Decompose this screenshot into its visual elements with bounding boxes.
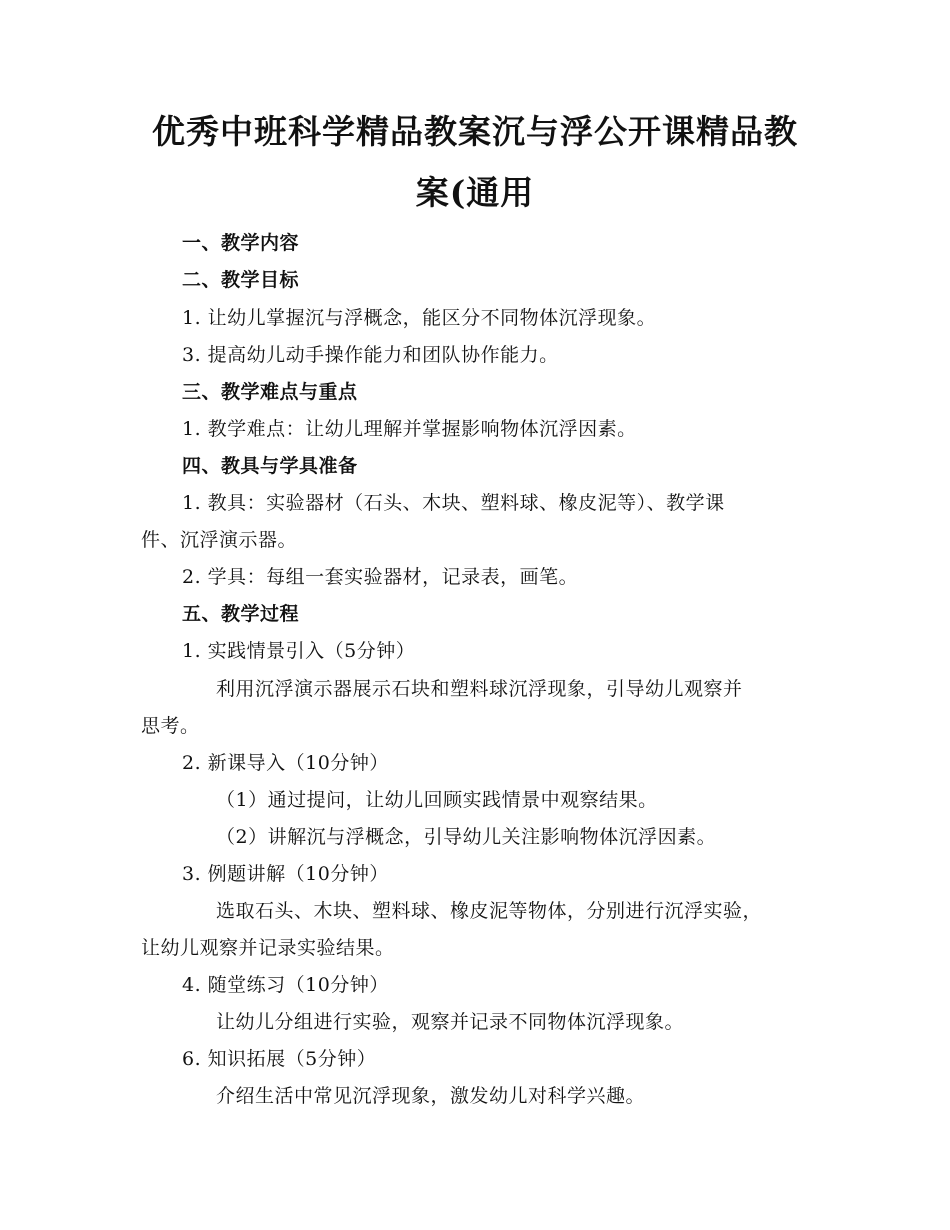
goal-item-1: 1. 让幼儿掌握沉与浮概念，能区分不同物体沉浮现象。	[182, 307, 657, 329]
tools-item-1-line-1: 1. 教具：实验器材（石头、木块、塑料球、橡皮泥等）、教学课	[182, 492, 725, 514]
process-step-3-desc-line-2: 让幼儿观察并记录实验结果。	[141, 937, 395, 959]
document-title-line-1: 优秀中班科学精品教案沉与浮公开课精品教	[152, 112, 798, 151]
process-step-1-desc-line-2: 思考。	[141, 715, 200, 737]
process-step-2-sub-2: （2）讲解沉与浮概念，引导幼儿关注影响物体沉浮因素。	[216, 826, 717, 848]
process-step-4-desc: 让幼儿分组进行实验，观察并记录不同物体沉浮现象。	[216, 1011, 685, 1033]
section-heading-tools: 四、教具与学具准备	[182, 455, 358, 477]
tools-item-1-line-2: 件、沉浮演示器。	[141, 529, 298, 551]
difficulty-item-1: 1. 教学难点：让幼儿理解并掌握影响物体沉浮因素。	[182, 418, 637, 440]
process-step-3-desc-line-1: 选取石头、木块、塑料球、橡皮泥等物体，分别进行沉浮实验，	[216, 900, 763, 922]
process-step-4: 4. 随堂练习（10分钟）	[182, 974, 389, 996]
section-heading-process: 五、教学过程	[182, 603, 300, 625]
process-step-6: 6. 知识拓展（5分钟）	[182, 1048, 377, 1070]
process-step-1: 1. 实践情景引入（5分钟）	[182, 640, 416, 662]
document-title-line-2: 案(通用	[415, 173, 535, 212]
process-step-1-desc-line-1: 利用沉浮演示器展示石块和塑料球沉浮现象，引导幼儿观察并	[216, 678, 743, 700]
tools-item-2: 2. 学具：每组一套实验器材，记录表，画笔。	[182, 566, 579, 588]
process-step-2: 2. 新课导入（10分钟）	[182, 752, 389, 774]
process-step-6-desc: 介绍生活中常见沉浮现象，激发幼儿对科学兴趣。	[216, 1085, 646, 1107]
goal-item-3: 3. 提高幼儿动手操作能力和团队协作能力。	[182, 344, 559, 366]
section-heading-goals: 二、教学目标	[182, 269, 300, 291]
section-heading-difficulty: 三、教学难点与重点	[182, 381, 358, 403]
process-step-2-sub-1: （1）通过提问，让幼儿回顾实践情景中观察结果。	[216, 789, 658, 811]
section-heading-content: 一、教学内容	[182, 232, 300, 254]
process-step-3: 3. 例题讲解（10分钟）	[182, 863, 389, 885]
